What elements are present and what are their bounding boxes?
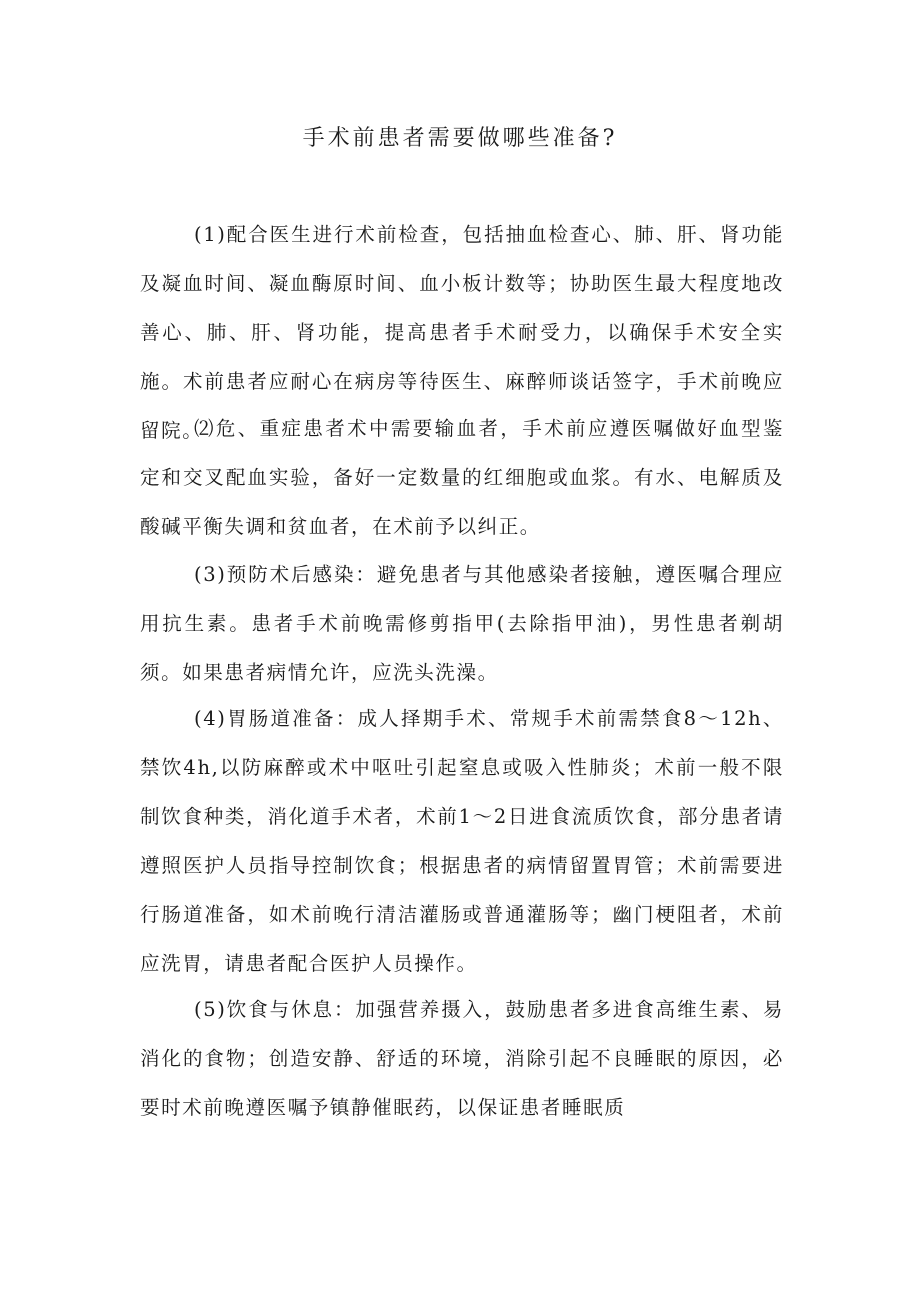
paragraph-gastrointestinal-prep: (4)胃肠道准备：成人择期手术、常规手术前需禁食8～12h、禁饮4h,以防麻醉或术中呕吐引起窒息或吸入性肺炎；术前一般不限制饮食种类，消化道手术者，术前1～2日进食流质饮食，部分患者请遵照医护人员指导控制饮食；根据患者的病情留置胃管；术前需要进行肠道准备，如术前晚行清洁灌肠或普通灌肠等；幽门梗阻者，术前应洗胃，请患者配合医护人员操作。 (140, 707, 784, 975)
paragraph-diet-and-rest: (5)饮食与休息：加强营养摄入，鼓励患者多进食高维生素、易消化的食物；创造安静、舒适的环境，消除引起不良睡眠的原因，必要时术前晚遵医嘱予镇静催眠药，以保证患者睡眠质 (140, 998, 784, 1119)
paragraph-blood-tests: (1)配合医生进行术前检查，包括抽血检查心、肺、肝、肾功能及凝血时间、凝血酶原时间、血小板计数等；协助医生最大程度地改善心、肺、肝、肾功能，提高患者手术耐受力，以确保手术安全实施。术前患者应耐心在病房等待医生、麻醉师谈话签字，手术前晚应留院。 (140, 223, 784, 442)
paragraph-infection-prevention: (3)预防术后感染：避免患者与其他感染者接触，遵医嘱合理应用抗生素。患者手术前晚需修剪指甲(去除指甲油)，男性患者剃胡须。如果患者病情允许，应洗头洗澡。 (140, 563, 784, 684)
document-title: 手术前患者需要做哪些准备? (302, 126, 618, 151)
paragraph-transfusion: ⑵危、重症患者术中需要输血者，手术前应遵医嘱做好血型鉴定和交叉配血实验，备好一定数量的红细胞或血浆。有水、电解质及酸碱平衡失调和贫血者，在术前予以纠正。 (140, 417, 784, 538)
